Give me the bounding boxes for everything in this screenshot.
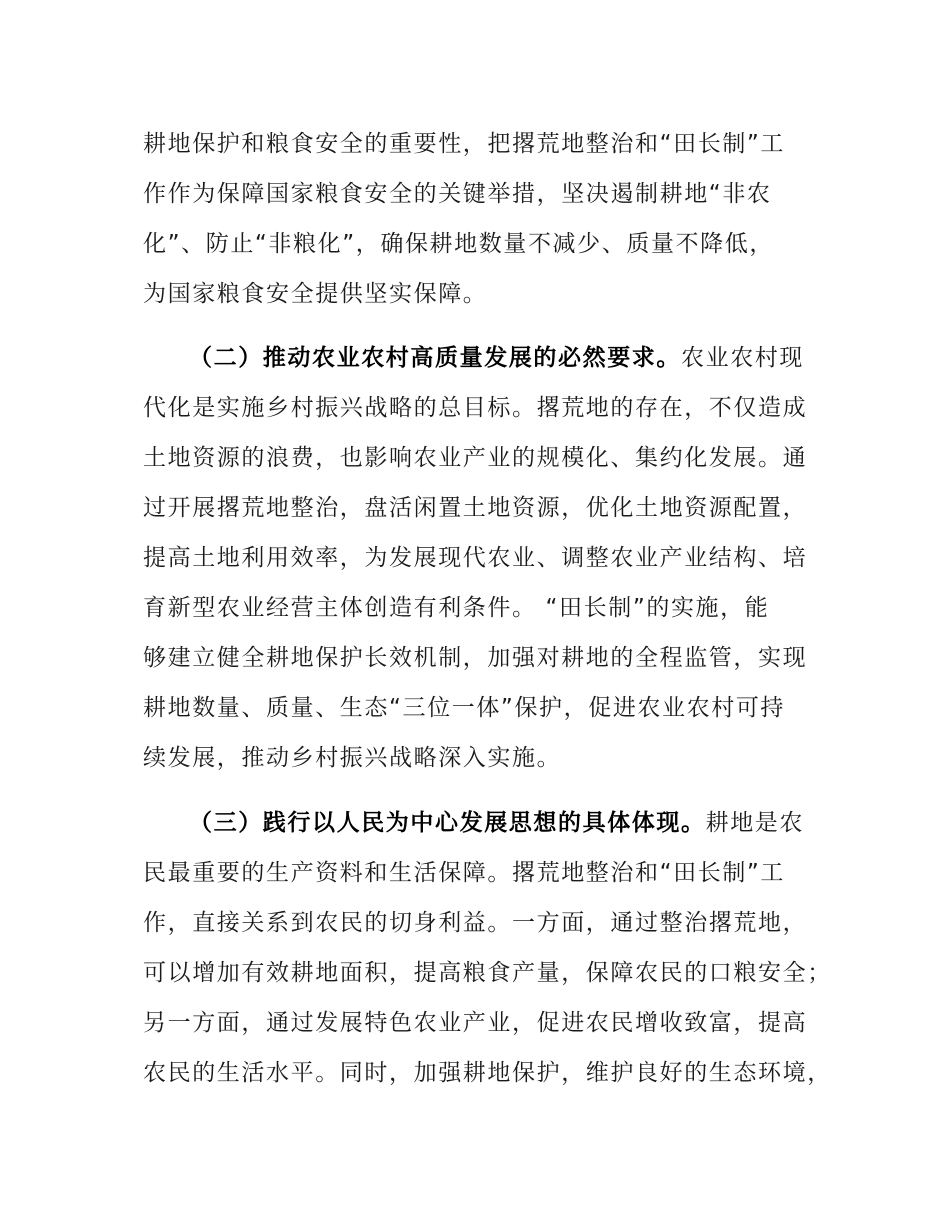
paragraph-2-line-4: 过开展撂荒地整治，盘活闲置土地资源，优化土地资源配置，	[143, 495, 808, 521]
paragraph-1-line-1: 耕地保护和粮食安全的重要性，把撂荒地整治和“田长制”工	[143, 131, 786, 157]
paragraph-3-line-3: 作，直接关系到农民的切身利益。一方面，通过整治撂荒地，	[143, 910, 808, 936]
paragraph-1-line-2: 作作为保障国家粮食安全的关键举措，坚决遏制耕地“非农	[143, 181, 772, 207]
paragraph-2-line-6: 育新型农业经营主体创造有利条件。 “田长制”的实施，能	[143, 595, 770, 621]
paragraph-3-line-1	[189, 803, 813, 843]
paragraph-1-line-3: 化”、防止“非粮化”，确保耕地数量不减少、质量不降低，	[143, 231, 774, 257]
paragraph-2-line-8: 耕地数量、质量、生态“三位一体”保护，促进农业农村可持	[143, 695, 786, 721]
paragraph-2-line-5: 提高土地利用效率，为发展现代农业、调整农业产业结构、培	[143, 545, 808, 571]
paragraph-1-line-4: 为国家粮食安全提供坚实保障。	[143, 281, 488, 307]
paragraph-3-line-6: 农民的生活水平。同时，加强耕地保护，维护良好的生态环境，	[143, 1060, 832, 1086]
paragraph-3-line-1-rest: 耕地是农	[705, 810, 805, 836]
paragraph-2-line-3: 土地资源的浪费，也影响农业产业的规模化、集约化发展。通	[143, 445, 808, 471]
paragraph-2-line-9: 续发展，推动乡村振兴战略深入实施。	[143, 745, 562, 771]
paragraph-2-line-1-rest: 农业农村现	[681, 345, 804, 371]
section-3-heading: （三）践行以人民为中心发展思想的具体体现。	[189, 810, 706, 836]
paragraph-3-line-2: 民最重要的生产资料和生活保障。撂荒地整治和“田长制”工	[143, 860, 786, 886]
paragraph-2-line-7: 够建立健全耕地保护长效机制，加强对耕地的全程监管，实现	[143, 645, 808, 671]
section-2-heading: （二）推动农业农村高质量发展的必然要求。	[189, 345, 681, 371]
paragraph-3-line-5: 另一方面，通过发展特色农业产业，促进农民增收致富，提高	[143, 1010, 808, 1036]
paragraph-2-line-1	[189, 338, 813, 378]
paragraph-3-line-4: 可以增加有效耕地面积，提高粮食产量，保障农民的口粮安全；	[143, 960, 832, 986]
paragraph-2-line-2: 代化是实施乡村振兴战略的总目标。撂荒地的存在，不仅造成	[143, 395, 808, 421]
